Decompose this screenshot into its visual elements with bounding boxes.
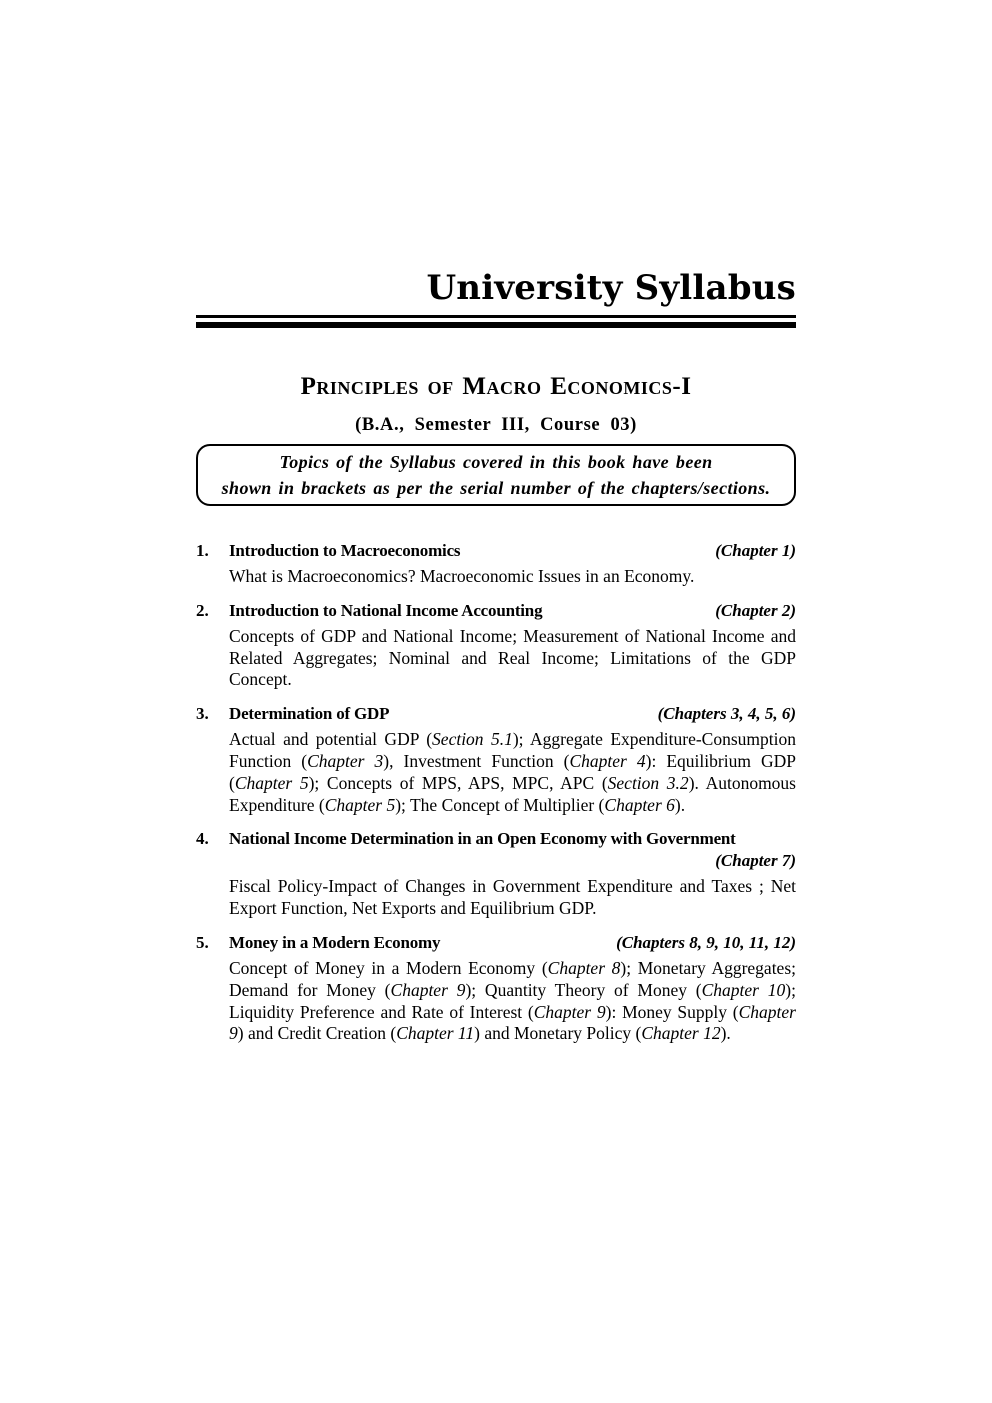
description-text: ); Liquidity Preference and Rate of Interest ( [229,979,796,1022]
item-heading [196,540,796,562]
chapter-reference-inline: Chapter 10 [701,979,786,1000]
description-text: ); The Concept of Multiplier ( [395,794,605,815]
item-number: 3. [196,704,209,724]
course-subtitle: (B.A., Semester III, Course 03) [355,415,637,435]
description-text: ). [674,794,686,815]
chapter-reference-inline: Section 3.2 [607,772,689,793]
item-number: 4. [196,829,209,849]
description-text: Concepts of GDP and National Income; Measurement of National Income and Related Aggregates; Nominal and Real Income; Limitations of the GDP Concept. [229,625,796,690]
page-content [196,268,796,1045]
chapter-reference-inline: Chapter 11 [396,1023,475,1044]
description-text: ), Investment Function ( [383,750,570,771]
description-text: Concept of Money in a Modern Economy ( [229,957,548,978]
item-number: 1. [196,541,209,560]
item-title: Determination of GDP [229,704,390,724]
description-text: ): Equilibrium GDP ( [229,750,796,793]
item-title: Money in a Modern Economy [229,932,441,952]
item-description [229,958,796,1045]
chapter-reference-inline: Chapter 5 [234,772,309,793]
chapter-reference-inline: Chapter 9 [229,1001,796,1044]
item-heading [196,828,796,872]
list-item [196,703,796,816]
item-description [229,626,796,691]
chapter-reference-inline: Chapter 3 [307,750,384,771]
notice-box [196,444,796,506]
description-text: ); Concepts of MPS, APS, MPC, APC ( [308,772,608,793]
page-title: University Syllabus [426,268,796,308]
description-text: ). [720,1023,731,1044]
list-item [196,600,796,691]
list-item [196,540,796,588]
title-divider-rule [196,315,796,328]
description-text: Actual and potential GDP ( [229,729,433,750]
syllabus-list [196,540,796,1045]
chapter-reference-inline: Chapter 12 [641,1023,721,1044]
list-item [196,932,796,1045]
chapter-reference-inline: Chapter 9 [390,979,466,1000]
item-title: Introduction to Macroeconomics [229,541,461,560]
item-description [229,566,796,588]
item-number: 2. [196,600,209,620]
description-text: ) and Credit Creation ( [237,1023,397,1044]
item-heading [196,932,796,954]
chapter-reference-inline: Chapter 8 [547,957,621,978]
description-text: ); Quantity Theory of Money ( [465,979,702,1000]
chapter-reference-inline: Chapter 9 [533,1001,606,1022]
chapter-reference-inline: Chapter 5 [324,794,396,815]
item-description [229,729,796,816]
item-number: 5. [196,932,209,952]
list-item [196,828,796,920]
description-text: ); Aggregate Expenditure-Consumption Function ( [229,729,796,771]
description-text: Fiscal Policy-Impact of Changes in Government Expenditure and Taxes ; Net Export Function, Net Exports and Equilibrium GDP. [229,876,796,919]
chapter-reference: (Chapter 7) [715,851,796,871]
chapter-reference: (Chapter 2) [715,600,796,620]
chapter-reference-inline: Section 5.1 [432,729,513,750]
notice-line-1: Topics of the Syllabus covered in this book have been [279,452,713,472]
description-text: What is Macroeconomics? Macroeconomic Issues in an Economy. [229,566,695,586]
description-text: ). Autonomous Expenditure ( [229,772,796,815]
item-heading [196,600,796,622]
description-text: ); Monetary Aggregates; Demand for Money ( [229,957,796,1000]
item-title: National Income Determination in an Open Economy with Government [229,829,736,849]
chapter-reference: (Chapters 3, 4, 5, 6) [657,704,796,724]
chapter-reference-inline: Chapter 4 [569,750,646,771]
item-heading [196,703,796,725]
description-text: ) and Monetary Policy ( [474,1023,642,1044]
notice-line-2: shown in brackets as per the serial number of the chapters/sections. [221,478,771,498]
chapter-reference: (Chapter 1) [715,541,796,560]
description-text: ): Money Supply ( [605,1001,739,1022]
course-title: Principles of Macro Economics-I [300,373,692,400]
chapter-reference-inline: Chapter 6 [604,794,675,815]
item-description [229,876,796,920]
item-title: Introduction to National Income Accounting [229,600,543,620]
chapter-reference: (Chapters 8, 9, 10, 11, 12) [616,932,796,952]
